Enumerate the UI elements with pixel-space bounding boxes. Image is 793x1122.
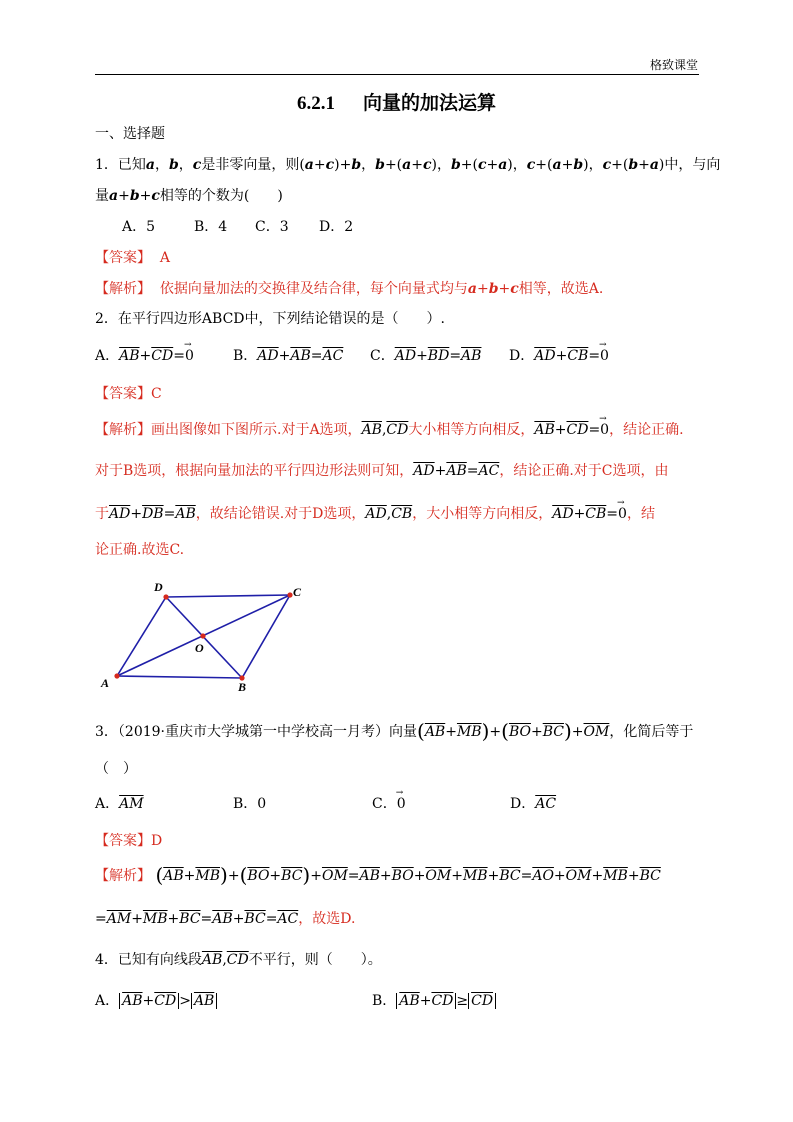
point-a	[114, 673, 119, 678]
title-number: 6.2.1	[296, 93, 335, 114]
point-o	[200, 633, 205, 638]
q1-option-d: D．2	[319, 219, 354, 235]
q2-analysis-line-4: 论正确.故选C.	[95, 542, 185, 558]
title-text: 向量的加法运算	[362, 92, 496, 114]
q3-analysis-line-2: $=\overline{AM}+\overline{MB}+\overline{BC}=\overline{AB}+\overline{BC}=\overline{AC}$，故选D.	[95, 911, 356, 927]
q3-text: 3．（2019·重庆市大学城第一中学校高一月考）向量$(\overline{AB}+\overline{MB})+(\overline{BO}+\overline{BC})+\overline{OM}$，化简后等于	[95, 719, 694, 743]
q1-option-a: A．5	[122, 219, 156, 235]
header-brand: 格致课堂	[650, 58, 699, 72]
q3-text-cont: （ ）	[95, 761, 137, 777]
q1-option-c: C．3	[255, 219, 289, 235]
q1-answer	[95, 249, 170, 267]
q3-option-a: A．$\overline{AM}$	[95, 796, 144, 812]
answer-value: C	[151, 386, 162, 402]
analysis-label: 【解析】	[95, 281, 151, 297]
label-d: D	[154, 580, 163, 594]
page-title	[0, 88, 793, 115]
q2-analysis-line-3: 于$\overline{AD}+\overline{DB}=\overline{AB}$，故结论错误.对于D选项，$\overline{AD},\overline{CB}$，大小相等方向相反，$\overline{AD}+\overline{CB}=\to 0$，结	[95, 505, 655, 523]
q2-option-c: C．$\overline{AD}+\overline{BD}=\overline{AB}$	[370, 348, 482, 364]
q4-option-a: A． $\overline{AB}+\overline{CD} > \overline{AB}$	[95, 992, 217, 1010]
q2-analysis-line-2: 对于B选项，根据向量加法的平行四边形法则可知，$\overline{AD}+\overline{AB}=\overline{AC}$，结论正确.对于C选项，由	[95, 463, 669, 479]
point-d	[163, 594, 168, 599]
q1-analysis: 【解析】 依据向量加法的交换律及结合律，每个向量式均与a+b+c相等，故选A.	[95, 281, 604, 297]
answer-label: 【答案】	[95, 386, 151, 402]
q2-answer	[95, 385, 162, 403]
q2-option-b: B．$\overline{AD}+\overline{AB}=\overline{AC}$	[233, 348, 344, 364]
q3-answer	[95, 832, 162, 850]
q1-text-cont: 量a+b+c相等的个数为( )	[95, 188, 283, 204]
answer-label: 【答案】	[95, 250, 151, 266]
q3-option-c: C．→ 0	[372, 795, 406, 813]
q2-text: 2．在平行四边形ABCD中，下列结论错误的是（ ）.	[95, 311, 445, 327]
analysis-label: 【解析】	[95, 422, 151, 438]
answer-label: 【答案】	[95, 833, 151, 849]
q2-option-d: D．$\overline{AD}+\overline{CB}=\to 0$	[509, 347, 609, 365]
label-a: A	[101, 676, 110, 690]
label-o: O	[195, 641, 204, 655]
edge-bc	[242, 595, 290, 678]
q3-option-d: D．$\overline{AC}$	[510, 796, 557, 812]
analysis-label: 【解析】	[95, 868, 151, 884]
edge-ab	[117, 676, 242, 678]
label-b: B	[238, 680, 247, 694]
edge-dc	[166, 595, 290, 597]
q2-analysis-line-1: 【解析】画出图像如下图所示.对于A选项，$\overline{AB},\overline{CD}$大小相等方向相反，$\overline{AB}+\overline{CD}=\to 0$，结论正确.	[95, 421, 684, 439]
q3-option-b: B．0	[233, 796, 267, 812]
label-c: C	[293, 585, 302, 599]
q1-text: 1．已知a，b，c是非零向量，则(a+c)+b，b+(a+c)，b+(c+a)，c+(a+b)，c+(b+a)中，与向	[95, 157, 721, 173]
parallelogram-figure	[98, 578, 310, 696]
q4-option-b: B． $\overline{AB}+\overline{CD} \ge \overline{CD}$	[372, 992, 496, 1010]
answer-value: A	[159, 250, 171, 266]
q2-option-a: A．$\overline{AB}+\overline{CD}=\to 0$	[95, 347, 194, 365]
q1-option-b: B．4	[194, 219, 228, 235]
header-divider	[95, 74, 699, 75]
answer-value: D	[151, 833, 163, 849]
section-heading: 一、选择题	[95, 126, 165, 142]
point-c	[287, 592, 292, 597]
q4-text: 4．已知有向线段$\overline{AB},\overline{CD}$不平行，则（ ）。	[95, 952, 382, 968]
q3-analysis-line-1: 【解析】 $(\overline{AB}+\overline{MB})+(\overline{BO}+\overline{BC})+\overline{OM}=\overline{AB}+\overline{BO}+\overline{OM}+\overline{MB}+\overline{BC}=\overline{AO}+\overline{OM}+\overline{MB}+\overline{BC}$	[95, 863, 661, 887]
